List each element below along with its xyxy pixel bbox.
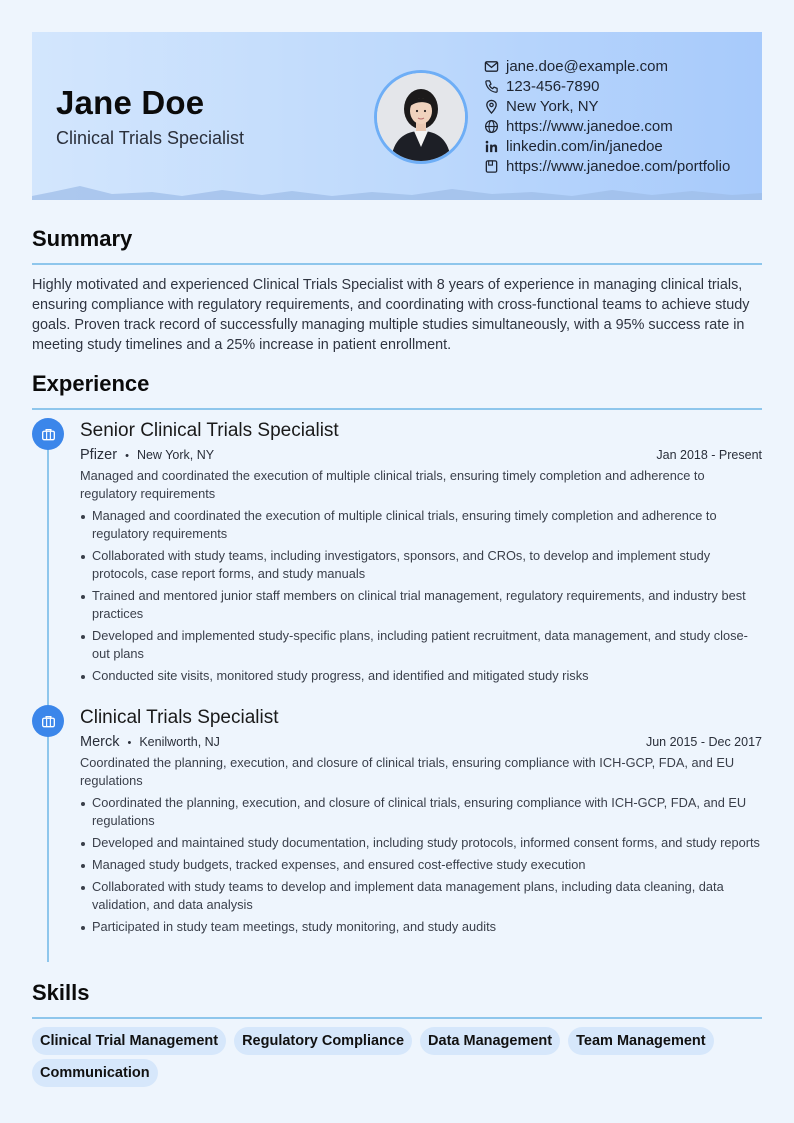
contact-linkedin-text: linkedin.com/in/janedoe [506, 137, 663, 155]
skills-divider [32, 1017, 762, 1019]
contact-website-text: https://www.janedoe.com [506, 117, 673, 135]
job-bullet: Developed and maintained study documentation, including study protocols, informed consent forms, and study reports [80, 834, 762, 852]
skills-heading: Skills [32, 980, 90, 1005]
job-entry [80, 418, 762, 689]
job-bullet: Trained and mentored junior staff members on clinical trial management, regulatory requirements, and industry best practices [80, 587, 762, 623]
portfolio-icon [484, 159, 499, 174]
job-bullet: Collaborated with study teams to develop and implement data management plans, including data cleaning, data validation, and data analysis [80, 878, 762, 914]
avatar [374, 70, 468, 164]
job-company: Pfizer [80, 447, 118, 463]
job-entry [80, 705, 762, 940]
separator-dot: • [127, 737, 132, 749]
globe-icon [484, 119, 499, 134]
job-description: Managed and coordinated the execution of multiple clinical trials, ensuring timely completion and adherence to regulatory requirements [80, 468, 705, 501]
summary-divider [32, 263, 762, 265]
job-meta [80, 731, 762, 753]
skill-chip: Data Management [420, 1027, 560, 1055]
experience-heading: Experience [32, 371, 150, 396]
candidate-title: Clinical Trials Specialist [56, 128, 245, 148]
phone-icon [484, 79, 499, 94]
location-pin-icon [484, 99, 499, 114]
job-bullet: Developed and implemented study-specific plans, including patient recruitment, data management, and study close-out plans [80, 627, 762, 663]
resume-header [32, 32, 762, 200]
contact-email[interactable] [484, 56, 730, 76]
skill-chip: Communication [32, 1059, 158, 1087]
contact-website[interactable] [484, 116, 730, 136]
job-bullet: Participated in study team meetings, study monitoring, and study audits [80, 918, 762, 936]
job-bullet: Managed and coordinated the execution of multiple clinical trials, ensuring timely completion and adherence to regulatory requirements [80, 507, 762, 543]
skill-chip: Regulatory Compliance [234, 1027, 412, 1055]
contact-portfolio[interactable] [484, 156, 730, 176]
job-description: Coordinated the planning, execution, and closure of clinical trials, ensuring compliance with ICH-GCP, FDA, and EU regulations [80, 755, 735, 788]
skill-chip: Clinical Trial Management [32, 1027, 226, 1055]
job-location: Kenilworth, NJ [139, 735, 220, 749]
contact-linkedin[interactable] [484, 136, 730, 156]
experience-divider [32, 408, 762, 410]
job-bullet: Managed study budgets, tracked expenses, and ensured cost-effective study execution [80, 856, 762, 874]
briefcase-icon [32, 418, 64, 450]
job-dates: Jan 2018 - Present [656, 448, 762, 462]
job-bullet: Coordinated the planning, execution, and closure of clinical trials, ensuring compliance with ICH-GCP, FDA, and EU regulations [80, 794, 762, 830]
profile-photo-icon [377, 73, 465, 161]
job-bullets [80, 794, 762, 936]
candidate-name: Jane Doe [56, 84, 205, 121]
contact-email-text: jane.doe@example.com [506, 57, 668, 75]
linkedin-icon [484, 139, 499, 154]
summary-text: Highly motivated and experienced Clinical Trials Specialist with 8 years of experience in managing clinical trials, ensuring compliance with regulatory requirements, and coordinating with cross-functional teams to achieve study goals. Proven track record of successfully managing multiple studies simultaneously, with a 95% success rate in meeting study timelines and a 25% increase in patient enrollment. [32, 277, 750, 353]
job-title: Clinical Trials Specialist [80, 707, 279, 728]
mail-icon [484, 59, 499, 74]
skill-chip: Team Management [568, 1027, 713, 1055]
job-meta [80, 444, 762, 466]
summary-heading: Summary [32, 226, 133, 251]
contact-location-text: New York, NY [506, 97, 599, 115]
job-bullets [80, 507, 762, 685]
separator-dot: • [125, 450, 129, 462]
job-location: New York, NY [136, 448, 215, 462]
timeline-line [47, 434, 49, 962]
header-wave-decoration [32, 182, 762, 200]
job-dates: Jun 2015 - Dec 2017 [645, 735, 762, 749]
contact-phone[interactable] [484, 76, 730, 96]
job-bullet: Collaborated with study teams, including investigators, sponsors, and CROs, to develop and implement study protocols, case report forms, and study manuals [80, 547, 762, 583]
contact-list [484, 56, 730, 176]
job-bullet: Conducted site visits, monitored study progress, and identified and mitigated study risks [80, 667, 762, 685]
job-title: Senior Clinical Trials Specialist [80, 420, 339, 441]
contact-portfolio-text: https://www.janedoe.com/portfolio [506, 157, 731, 175]
skills-list [32, 1027, 762, 1091]
contact-phone-text: 123-456-7890 [506, 77, 600, 95]
contact-location [484, 96, 730, 116]
briefcase-icon [32, 705, 64, 737]
job-company: Merck [80, 734, 120, 750]
